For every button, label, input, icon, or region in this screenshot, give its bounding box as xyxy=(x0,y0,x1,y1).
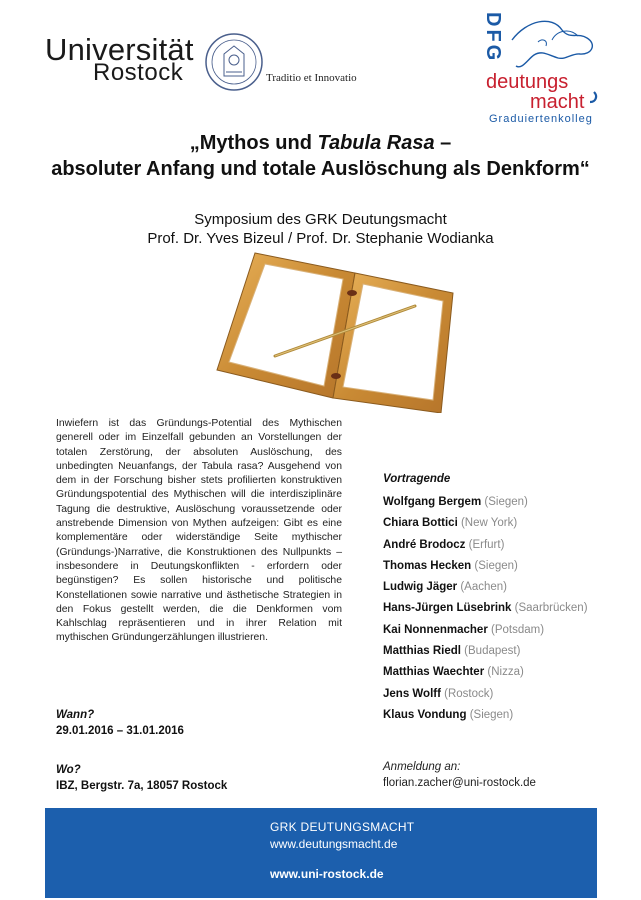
dfg-word-deutungs: deutungs xyxy=(486,71,569,93)
list-item: Jens Wolff (Rostock) xyxy=(383,687,494,700)
speakers-heading: Vortragende xyxy=(383,473,451,485)
speakers-list xyxy=(383,494,588,728)
list-item: Matthias Riedl (Budapest) xyxy=(383,645,521,658)
dfg-letters: DFG xyxy=(482,12,504,64)
university-name: Universität xyxy=(45,32,194,67)
title-line-1: „Mythos und Tabula Rasa – xyxy=(189,132,452,154)
title-line-2: absoluter Anfang und totale Auslöschung als Denkform“ xyxy=(51,158,590,180)
list-item: Thomas Hecken (Siegen) xyxy=(383,559,518,572)
footer-link-uni-rostock[interactable]: www.uni-rostock.de xyxy=(270,867,384,881)
list-item: Chiara Botticі (New York) xyxy=(383,517,518,530)
footer-org-name: GRK DEUTUNGSMACHT xyxy=(270,820,415,834)
list-item: Wolfgang Bergem (Siegen) xyxy=(383,496,528,508)
list-item: Ludwig Jäger (Aachen) xyxy=(383,581,507,594)
intro-paragraph: Inwiefern ist das Gründungs-Potential des Mythischen generell oder im Einzelfall gebunden an Vorstellungen der totalen Zerstörung, der absoluten Auslöschung, des unbedingten Neuanfangs, der Tabula rasa? Ausgehend von dem in der Forschung bisher stets profilierten konstruktiven Gründungspotential des Mythischen will die interdisziplinäre Tagung die destruktive, Auslöschung voraussetzende oder anstrebende Dimension von Mythen aufzeigen: Gibt es eine komplementäre oder widerständige Seite mythischer (Gründungs-)Narrative, die Konstruktionen des Nullpunkts – insbesondere in Deutungskonflikten - erfordern oder begünstigen? Es sollen historische und politische Konstellationen sowie narrative und ästhetische Strategien in den Fokus gestellt werden, die die Denkformen vom Kahlschlag repräsentieren und in ihrer Relation mit mythischen Gründungerzählungen illustrieren. xyxy=(56,418,342,644)
dfg-word-macht: macht xyxy=(530,91,585,113)
dfg-subtitle: Graduiertenkolleg xyxy=(489,113,593,125)
where-label: Wo? xyxy=(56,764,81,776)
page-title xyxy=(0,130,641,182)
when-label: Wann? xyxy=(56,709,95,721)
when-value: 29.01.2016 – 31.01.2016 xyxy=(56,725,184,737)
subtitle-line-1: Symposium des GRK Deutungsmacht xyxy=(194,211,447,228)
registration-email-link[interactable]: florian.zacher@uni-rostock.de xyxy=(383,777,536,789)
university-motto: Traditio et Innovatio xyxy=(266,72,357,84)
footer-link-deutungsmacht[interactable]: www.deutungsmacht.de xyxy=(270,837,398,851)
registration-label: Anmeldung an: xyxy=(383,761,461,773)
subtitle-line-2: Prof. Dr. Yves Bizeul / Prof. Dr. Stephanie Wodianka xyxy=(147,230,494,247)
university-city: Rostock xyxy=(93,59,184,86)
list-item: Klaus Vondung (Siegen) xyxy=(383,708,514,721)
list-item: Hans-Jürgen Lüsebrink (Saarbrücken) xyxy=(383,602,588,615)
list-item: Kai Nonnenmacher (Potsdam) xyxy=(383,623,545,636)
wax-tablet-image xyxy=(215,248,455,413)
where-value: IBZ, Bergstr. 7a, 18057 Rostock xyxy=(56,780,228,792)
list-item: André Brodocz (Erfurt) xyxy=(383,538,505,551)
subtitle xyxy=(0,210,641,248)
list-item: Matthias Waechter (Nizza) xyxy=(383,666,524,679)
university-seal-icon xyxy=(204,32,264,92)
